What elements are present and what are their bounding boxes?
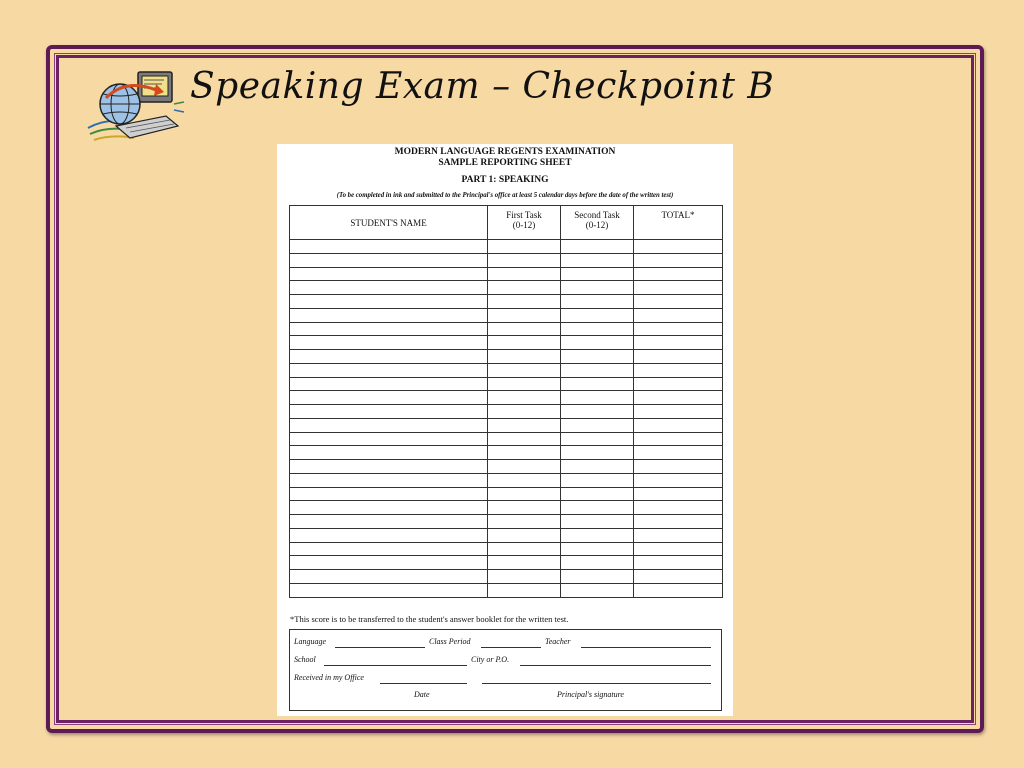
cell-first-task[interactable] [488, 322, 561, 336]
cell-second-task[interactable] [561, 542, 634, 556]
table-row [290, 377, 723, 391]
table-row [290, 501, 723, 515]
cell-first-task[interactable] [488, 267, 561, 281]
table-row [290, 432, 723, 446]
cell-second-task[interactable] [561, 391, 634, 405]
cell-name[interactable] [290, 487, 488, 501]
cell-first-task[interactable] [488, 336, 561, 350]
cell-name[interactable] [290, 322, 488, 336]
table-row [290, 515, 723, 529]
cell-first-task[interactable] [488, 515, 561, 529]
cell-second-task[interactable] [561, 446, 634, 460]
label-teacher: Teacher [545, 637, 571, 646]
cell-total[interactable] [634, 570, 723, 584]
cell-second-task[interactable] [561, 322, 634, 336]
reporting-sheet-document [277, 144, 733, 716]
cell-total[interactable] [634, 308, 723, 322]
cell-second-task[interactable] [561, 583, 634, 597]
cell-total[interactable] [634, 515, 723, 529]
cell-name[interactable] [290, 542, 488, 556]
table-row [290, 363, 723, 377]
cell-total[interactable] [634, 528, 723, 542]
cell-first-task[interactable] [488, 391, 561, 405]
cell-second-task[interactable] [561, 570, 634, 584]
doc-footnote: *This score is to be transferred to the student's answer booklet for the written test. [290, 614, 569, 624]
cell-second-task[interactable] [561, 405, 634, 419]
cell-name[interactable] [290, 515, 488, 529]
cell-first-task[interactable] [488, 405, 561, 419]
table-row [290, 267, 723, 281]
cell-name[interactable] [290, 295, 488, 309]
cell-first-task[interactable] [488, 473, 561, 487]
doc-part-heading: PART 1: SPEAKING [461, 175, 549, 185]
field-city[interactable] [520, 665, 711, 666]
cell-total[interactable] [634, 446, 723, 460]
cell-first-task[interactable] [488, 295, 561, 309]
cell-first-task[interactable] [488, 253, 561, 267]
cell-total[interactable] [634, 556, 723, 570]
cell-name[interactable] [290, 432, 488, 446]
cell-name[interactable] [290, 336, 488, 350]
cell-second-task[interactable] [561, 377, 634, 391]
field-language[interactable] [335, 647, 425, 648]
cell-total[interactable] [634, 336, 723, 350]
score-rows [290, 240, 723, 598]
doc-instruction: (To be completed in ink and submitted to the Principal's office at least 5 calendar days before the date of the written test) [336, 192, 674, 199]
label-language: Language [294, 637, 326, 646]
cell-second-task[interactable] [561, 501, 634, 515]
table-row [290, 446, 723, 460]
cell-name[interactable] [290, 446, 488, 460]
cell-first-task[interactable] [488, 446, 561, 460]
col-header-first-task: First Task (0-12) [488, 206, 561, 240]
label-date: Date [414, 690, 430, 699]
cell-second-task[interactable] [561, 418, 634, 432]
cell-second-task[interactable] [561, 350, 634, 364]
cell-name[interactable] [290, 583, 488, 597]
cell-second-task[interactable] [561, 308, 634, 322]
cell-name[interactable] [290, 405, 488, 419]
field-teacher[interactable] [581, 647, 711, 648]
cell-second-task[interactable] [561, 267, 634, 281]
cell-first-task[interactable] [488, 570, 561, 584]
table-row [290, 295, 723, 309]
cell-total[interactable] [634, 501, 723, 515]
cell-name[interactable] [290, 528, 488, 542]
field-class-period[interactable] [481, 647, 541, 648]
table-row [290, 487, 723, 501]
cell-total[interactable] [634, 583, 723, 597]
table-row [290, 240, 723, 254]
col-header-second-task: Second Task (0-12) [561, 206, 634, 240]
cell-total[interactable] [634, 542, 723, 556]
cell-first-task[interactable] [488, 308, 561, 322]
cell-second-task[interactable] [561, 473, 634, 487]
cell-total[interactable] [634, 460, 723, 474]
cell-second-task[interactable] [561, 281, 634, 295]
cell-second-task[interactable] [561, 240, 634, 254]
col-header-name: STUDENT'S NAME [290, 206, 488, 240]
cell-name[interactable] [290, 363, 488, 377]
table-row [290, 542, 723, 556]
label-city: City or P.O. [471, 655, 510, 664]
cell-name[interactable] [290, 267, 488, 281]
cell-total[interactable] [634, 253, 723, 267]
table-row [290, 336, 723, 350]
table-row [290, 556, 723, 570]
cell-first-task[interactable] [488, 542, 561, 556]
label-school: School [294, 655, 316, 664]
cell-name[interactable] [290, 460, 488, 474]
label-received: Received in my Office [294, 673, 364, 682]
table-row [290, 281, 723, 295]
cell-second-task[interactable] [561, 363, 634, 377]
cell-name[interactable] [290, 391, 488, 405]
cell-name[interactable] [290, 418, 488, 432]
cell-name[interactable] [290, 253, 488, 267]
table-row [290, 473, 723, 487]
cell-total[interactable] [634, 240, 723, 254]
cell-first-task[interactable] [488, 487, 561, 501]
table-row [290, 460, 723, 474]
computer-globe-clipart-icon [86, 68, 186, 144]
table-row [290, 418, 723, 432]
cell-total[interactable] [634, 322, 723, 336]
cell-second-task[interactable] [561, 253, 634, 267]
cell-name[interactable] [290, 281, 488, 295]
cell-first-task[interactable] [488, 240, 561, 254]
cell-second-task[interactable] [561, 432, 634, 446]
doc-heading-line1: MODERN LANGUAGE REGENTS EXAMINATION [394, 147, 616, 157]
table-row [290, 391, 723, 405]
cell-second-task[interactable] [561, 556, 634, 570]
cell-first-task[interactable] [488, 460, 561, 474]
cell-first-task[interactable] [488, 281, 561, 295]
cell-name[interactable] [290, 556, 488, 570]
cell-total[interactable] [634, 391, 723, 405]
cell-total[interactable] [634, 295, 723, 309]
table-row [290, 570, 723, 584]
table-header-row [290, 206, 723, 240]
table-row [290, 350, 723, 364]
cell-name[interactable] [290, 350, 488, 364]
field-date[interactable] [380, 683, 467, 684]
cell-second-task[interactable] [561, 515, 634, 529]
cell-name[interactable] [290, 570, 488, 584]
cell-total[interactable] [634, 418, 723, 432]
cell-first-task[interactable] [488, 528, 561, 542]
cell-second-task[interactable] [561, 528, 634, 542]
doc-heading-line2: SAMPLE REPORTING SHEET [438, 158, 572, 168]
cell-first-task[interactable] [488, 418, 561, 432]
table-row [290, 583, 723, 597]
label-class-period: Class Period [429, 637, 471, 646]
cell-total[interactable] [634, 432, 723, 446]
cell-first-task[interactable] [488, 501, 561, 515]
cell-total[interactable] [634, 350, 723, 364]
cell-second-task[interactable] [561, 336, 634, 350]
cell-first-task[interactable] [488, 350, 561, 364]
cell-total[interactable] [634, 377, 723, 391]
cell-name[interactable] [290, 501, 488, 515]
table-row [290, 308, 723, 322]
col-header-total: TOTAL* [634, 206, 723, 240]
field-school[interactable] [324, 665, 467, 666]
cell-total[interactable] [634, 487, 723, 501]
score-table [289, 205, 723, 598]
cell-first-task[interactable] [488, 583, 561, 597]
table-row [290, 528, 723, 542]
cell-total[interactable] [634, 363, 723, 377]
table-row [290, 322, 723, 336]
cell-first-task[interactable] [488, 556, 561, 570]
field-principal-signature[interactable] [482, 683, 711, 684]
cell-first-task[interactable] [488, 377, 561, 391]
cell-total[interactable] [634, 281, 723, 295]
signature-form-box [289, 629, 722, 711]
cell-name[interactable] [290, 308, 488, 322]
cell-total[interactable] [634, 473, 723, 487]
cell-first-task[interactable] [488, 363, 561, 377]
cell-total[interactable] [634, 405, 723, 419]
label-principal-signature: Principal's signature [557, 690, 624, 699]
cell-name[interactable] [290, 240, 488, 254]
slide-title: Speaking Exam – Checkpoint B [190, 66, 775, 107]
cell-total[interactable] [634, 267, 723, 281]
cell-second-task[interactable] [561, 487, 634, 501]
table-row [290, 405, 723, 419]
cell-name[interactable] [290, 377, 488, 391]
cell-first-task[interactable] [488, 432, 561, 446]
cell-name[interactable] [290, 473, 488, 487]
table-row [290, 253, 723, 267]
cell-second-task[interactable] [561, 460, 634, 474]
cell-second-task[interactable] [561, 295, 634, 309]
